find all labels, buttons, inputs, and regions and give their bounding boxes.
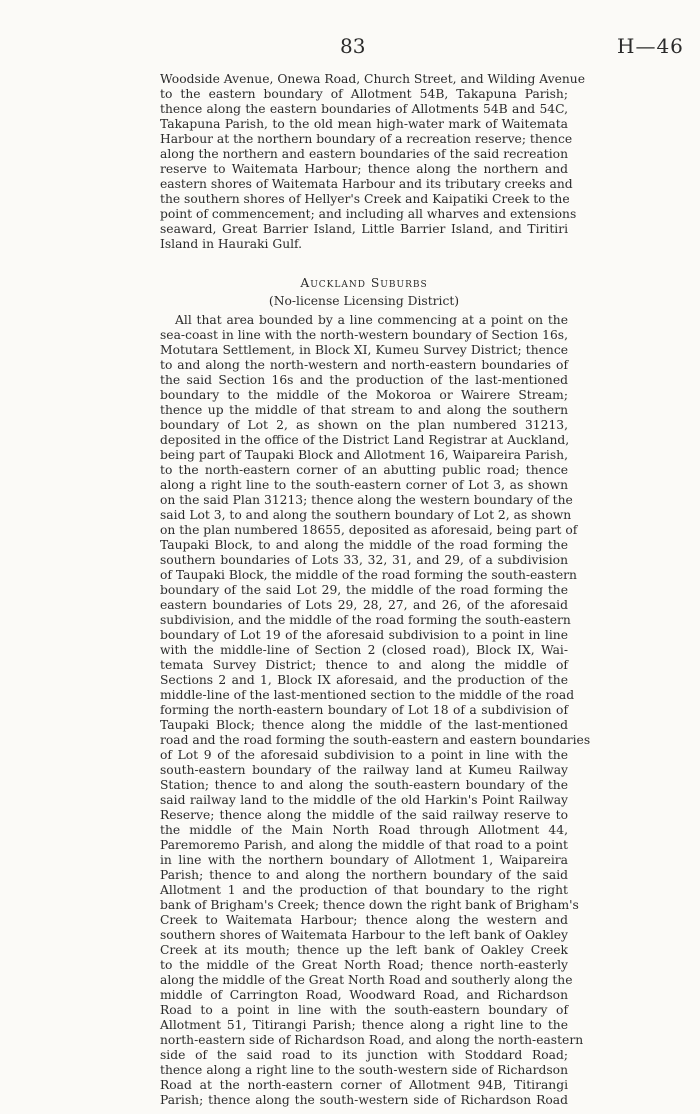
text-line: being part of Taupaki Block and Allotment 16, Waipareira Parish, [160, 448, 568, 462]
text-line: in line with the northern boundary of Allotment 1, Waipareira [160, 853, 568, 867]
text-line: the middle of the Main North Road through Allotment 44, [160, 823, 568, 837]
text-line: subdivision, and the middle of the road forming the south-eastern [160, 613, 571, 627]
page-number: 83 [340, 34, 366, 58]
text-line: said railway land to the middle of the old Harkin's Point Railway [160, 793, 568, 807]
text-line: to the north-eastern corner of an abutting public road; thence [160, 463, 568, 477]
text-line: to and along the north-western and north-eastern boundaries of [160, 358, 568, 372]
text-line: sea-coast in line with the north-western boundary of Section 16s, [160, 328, 568, 342]
text-line: Woodside Avenue, Onewa Road, Church Street, and Wilding Avenue [160, 72, 585, 86]
text-line: Harbour at the northern boundary of a recreation reserve; thence [160, 132, 573, 146]
text-line: deposited in the office of the District Land Registrar at Auckland, [160, 433, 570, 447]
text-line: Island in Hauraki Gulf. [160, 237, 303, 251]
text-line: Road at the north-eastern corner of Allotment 94B, Titirangi [160, 1078, 568, 1092]
text-line: along the middle of the Great North Road and southerly along the [160, 973, 573, 987]
section-subtitle: (No-license Licensing District) [268, 294, 460, 308]
text-line: middle of Carrington Road, Woodward Road, and Richardson [160, 988, 568, 1002]
text-line: on the said Plan 31213; thence along the western boundary of the [160, 493, 573, 507]
text-line: point of commencement; and including all wharves and extensions [160, 207, 577, 221]
text-line: Allotment 51, Titirangi Parish; thence along a right line to the [160, 1018, 568, 1032]
text-line: to the middle of the Great North Road; thence north-easterly [160, 958, 568, 972]
text-line: Sections 2 and 1, Block IX aforesaid, and the production of the [160, 673, 568, 687]
text-line: the southern shores of Hellyer's Creek and Kaipatiki Creek to the [160, 192, 570, 206]
text-line: seaward, Great Barrier Island, Little Barrier Island, and Tiritiri [160, 222, 568, 236]
text-line: Parish; thence to and along the northern boundary of the said [160, 868, 568, 882]
text-line: southern shores of Waitemata Harbour to the left bank of Oakley [160, 928, 568, 942]
text-line: forming the north-eastern boundary of Lot 18 of a subdivision of [160, 703, 568, 717]
text-line: Reserve; thence along the middle of the said railway reserve to [160, 808, 568, 822]
text-line: with the middle-line of Section 2 (closed road), Block IX, Wai- [160, 643, 568, 657]
text-line: Taupaki Block; thence along the middle of the last-mentioned [160, 718, 568, 732]
text-line: the said Section 16s and the production of the last-mentioned [160, 373, 568, 387]
text-line: Parish; thence along the south-western side of Richardson Road [160, 1093, 568, 1107]
text-line: Road to a point in line with the south-eastern boundary of [160, 1003, 568, 1017]
text-line: bank of Brigham's Creek; thence down the right bank of Brigham's [160, 898, 579, 912]
text-line: thence along a right line to the south-western side of Richardson [160, 1063, 568, 1077]
text-line: middle-line of the last-mentioned section to the middle of the road [160, 688, 575, 702]
text-line: side of the said road to its junction with Stoddard Road; [160, 1048, 568, 1062]
text-line: south-eastern boundary of the railway land at Kumeu Railway [160, 763, 568, 777]
text-line: Takapuna Parish, to the old mean high-water mark of Waitemata [160, 117, 568, 131]
text-line: along the northern and eastern boundaries of the said recreation [160, 147, 568, 161]
text-line: boundary of Lot 2, as shown on the plan numbered 31213, [160, 418, 568, 432]
text-line: boundary of Lot 19 of the aforesaid subdivision to a point in line [160, 628, 568, 642]
text-line: Creek to Waitemata Harbour; thence along the western and [160, 913, 568, 927]
text-line: to the eastern boundary of Allotment 54B, Takapuna Parish; [160, 87, 568, 101]
text-line: along a right line to the south-eastern corner of Lot 3, as shown [160, 478, 568, 492]
text-line: boundary of the said Lot 29, the middle of the road forming the [160, 583, 568, 597]
text-line: Allotment 1 and the production of that boundary to the right [160, 883, 568, 897]
text-line: reserve to Waitemata Harbour; thence along the northern and [160, 162, 568, 176]
text-line: road and the road forming the south-eastern and eastern boundaries [160, 733, 591, 747]
text-line: eastern shores of Waitemata Harbour and its tributary creeks and [160, 177, 573, 191]
text-line: thence along the eastern boundaries of Allotments 54B and 54C, [160, 102, 568, 116]
text-line: on the plan numbered 18655, deposited as aforesaid, being part of [160, 523, 578, 537]
text-line: north-eastern side of Richardson Road, and along the north-eastern [160, 1033, 584, 1047]
text-line: Taupaki Block, to and along the middle of the road forming the [160, 538, 568, 552]
text-line: Creek at its mouth; thence up the left bank of Oakley Creek [160, 943, 568, 957]
text-line: boundary to the middle of the Mokoroa or Wairere Stream; [160, 388, 568, 402]
text-line: of Taupaki Block, the middle of the road forming the south-eastern [160, 568, 577, 582]
text-line: thence up the middle of that stream to and along the southern [160, 403, 568, 417]
document-reference: H—46 [617, 34, 684, 58]
text-line: said Lot 3, to and along the southern boundary of Lot 2, as shown [160, 508, 572, 522]
text-line: temata Survey District; thence to and along the middle of [160, 658, 568, 672]
text-line: southern boundaries of Lots 33, 32, 31, and 29, of a subdivision [160, 553, 568, 567]
text-line: Paremoremo Parish, and along the middle of that road to a point [160, 838, 568, 852]
text-line: All that area bounded by a line commencing at a point on the [175, 313, 568, 327]
text-line: Motutara Settlement, in Block XI, Kumeu Survey District; thence [160, 343, 568, 357]
text-line: eastern boundaries of Lots 29, 28, 27, and 26, of the aforesaid [160, 598, 568, 612]
text-line: Station; thence to and along the south-eastern boundary of the [160, 778, 568, 792]
section-title: Auckland Suburbs [300, 276, 428, 290]
text-line: of Lot 9 of the aforesaid subdivision to a point in line with the [160, 748, 568, 762]
